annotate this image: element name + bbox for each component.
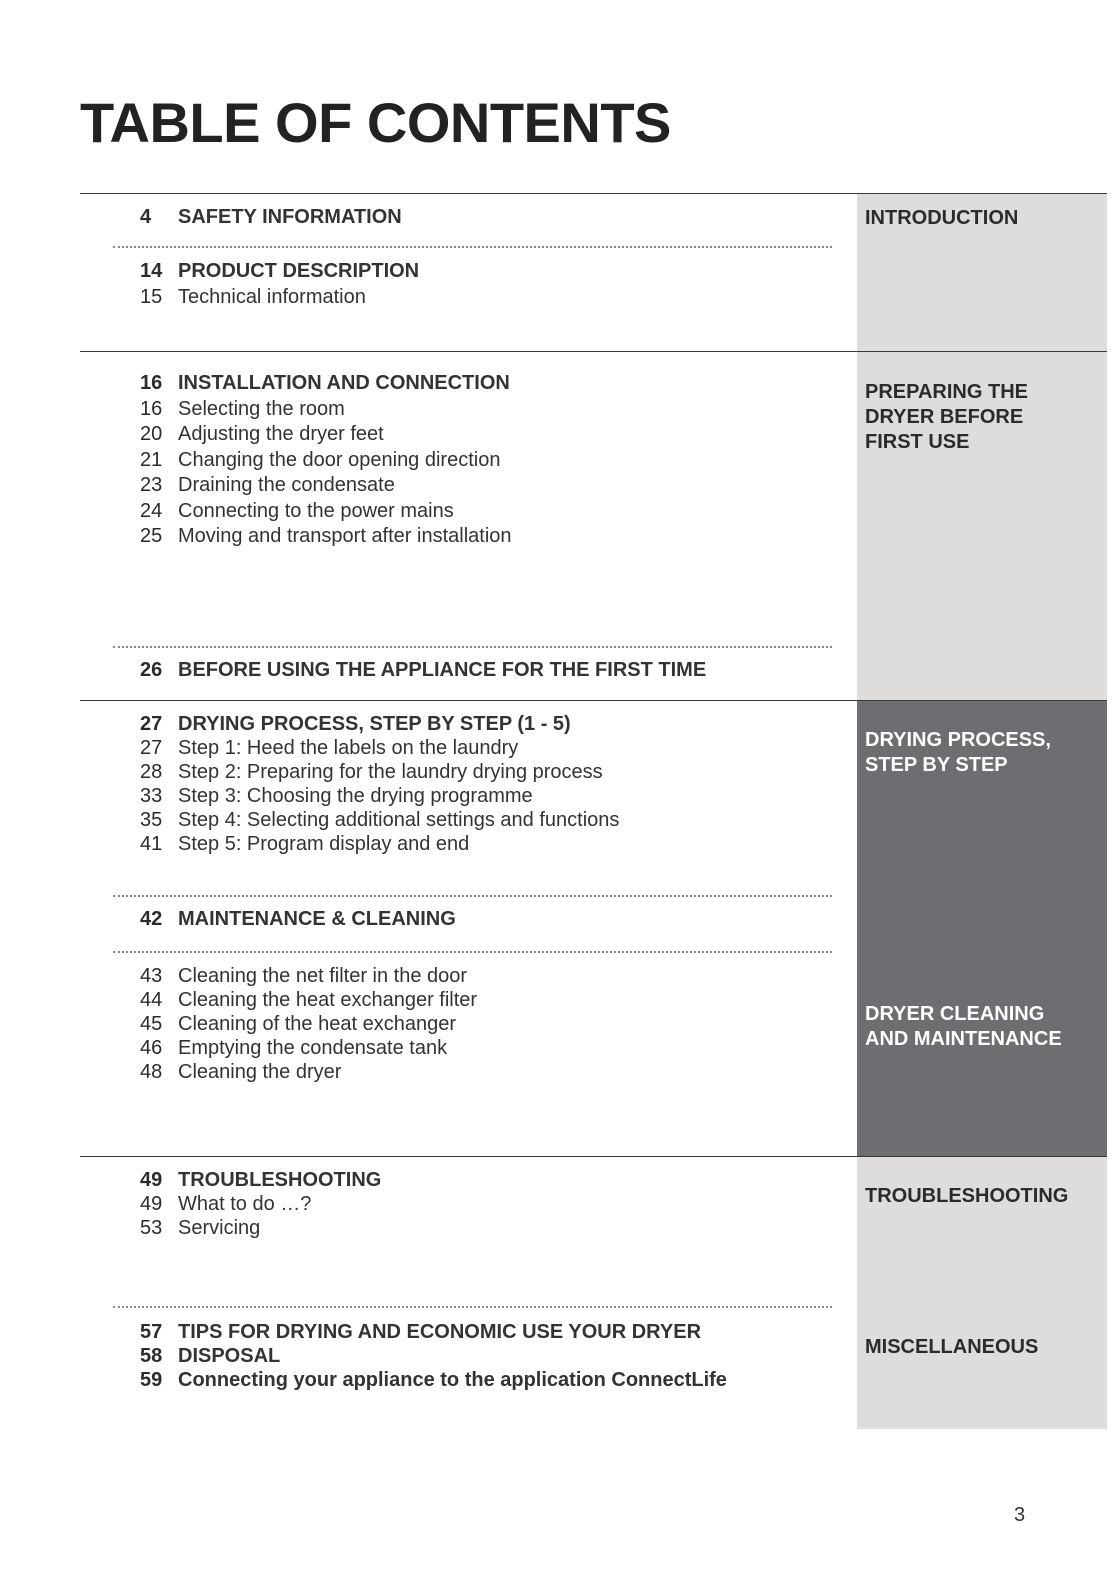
- page-title: TABLE OF CONTENTS: [80, 91, 671, 154]
- toc-entry-title: MAINTENANCE & CLEANING: [178, 908, 456, 930]
- toc-entry-title: DISPOSAL: [178, 1345, 281, 1367]
- toc-entry-title: BEFORE USING THE APPLIANCE FOR THE FIRST TIME: [178, 659, 707, 681]
- toc-entry-title: Moving and transport after installation: [178, 525, 512, 547]
- section-divider: [80, 1156, 1107, 1157]
- toc-entry-title: Changing the door opening direction: [178, 448, 501, 471]
- toc-entry-title: Servicing: [178, 1217, 261, 1239]
- dotted-separator: [113, 246, 832, 248]
- toc-entry-title: Adjusting the dryer feet: [178, 423, 384, 445]
- toc-group-product: [140, 259, 419, 310]
- toc-entry-title: Cleaning the heat exchanger filter: [178, 989, 478, 1011]
- toc-page-number: 21: [140, 448, 163, 471]
- toc-page-number: 43: [140, 965, 163, 987]
- toc-group-misc: [140, 1320, 727, 1392]
- toc-page-number: 27: [140, 737, 163, 759]
- toc-entry-title: Cleaning the net filter in the door: [178, 965, 468, 987]
- toc-entry: [140, 205, 402, 231]
- toc-entry: [140, 907, 456, 933]
- toc-entry: [140, 658, 706, 684]
- toc-entry: [140, 784, 619, 808]
- toc-entry: [140, 397, 512, 423]
- toc-entry: [140, 259, 419, 285]
- toc-page-number: 44: [140, 989, 163, 1011]
- toc-entry-title: Step 2: Preparing for the laundry drying process: [178, 761, 603, 783]
- toc-page-number: 25: [140, 525, 163, 547]
- toc-page-number: 41: [140, 833, 163, 855]
- page-number: 3: [1014, 1504, 1026, 1526]
- toc-entry: [140, 371, 512, 397]
- toc-entry: [140, 473, 512, 499]
- toc-group-cleaning: [140, 964, 477, 1084]
- toc-entry-title: Step 4: Selecting additional settings and functions: [178, 809, 620, 831]
- section-label-drying-process: DRYING PROCESS, STEP BY STEP: [865, 729, 1051, 776]
- toc-entry: [140, 422, 512, 448]
- section-divider: [80, 351, 1107, 352]
- toc-entry-title: What to do …?: [178, 1193, 312, 1215]
- section-label-dryer-cleaning: DRYER CLEANING AND MAINTENANCE: [865, 1003, 1062, 1050]
- toc-page-number: 46: [140, 1037, 163, 1059]
- toc-group-before-use: [140, 658, 706, 684]
- toc-entry-title: Step 1: Heed the labels on the laundry: [178, 737, 519, 759]
- toc-entry: [140, 760, 619, 784]
- toc-page-number: 14: [140, 260, 163, 282]
- toc-group-installation: [140, 371, 512, 550]
- toc-entry: [140, 1036, 477, 1060]
- toc-page-number: 49: [140, 1169, 163, 1191]
- toc-entry: [140, 712, 619, 736]
- toc-page-number: 4: [140, 206, 152, 228]
- toc-entry: [140, 524, 512, 550]
- toc-entry: [140, 1192, 381, 1216]
- section-divider: [80, 700, 1107, 701]
- toc-page-number: 42: [140, 908, 163, 930]
- section-label-miscellaneous: MISCELLANEOUS: [865, 1336, 1039, 1358]
- toc-page-number: 49: [140, 1193, 163, 1215]
- toc-page-number: 23: [140, 474, 163, 496]
- dotted-separator: [113, 1306, 832, 1308]
- toc-page-number: 57: [140, 1321, 163, 1343]
- toc-group-safety: [140, 205, 402, 231]
- toc-entry: [140, 808, 619, 832]
- toc-entry: [140, 1320, 727, 1344]
- toc-page-number: 24: [140, 499, 163, 522]
- section-label-preparing: PREPARING THE DRYER BEFORE FIRST USE: [865, 381, 1028, 453]
- toc-entry-title: Selecting the room: [178, 397, 345, 420]
- toc-page-number: 48: [140, 1061, 163, 1083]
- toc-group-drying: [140, 712, 619, 856]
- toc-group-troubleshooting: [140, 1168, 381, 1240]
- toc-entry-title: Cleaning the dryer: [178, 1061, 342, 1083]
- toc-entry: [140, 499, 512, 525]
- toc-entry-title: SAFETY INFORMATION: [178, 206, 402, 228]
- toc-entry-title: Connecting your appliance to the application ConnectLife: [178, 1369, 727, 1391]
- toc-page-number: 53: [140, 1217, 163, 1239]
- toc-entry: [140, 988, 477, 1012]
- dotted-separator: [113, 951, 832, 953]
- toc-entry: [140, 1012, 477, 1036]
- dotted-separator: [113, 895, 832, 897]
- toc-page-number: 20: [140, 423, 163, 445]
- dotted-separator: [113, 646, 832, 648]
- toc-entry: [140, 1216, 381, 1240]
- toc-entry-title: Technical information: [178, 285, 366, 308]
- toc-page-number: 59: [140, 1369, 163, 1391]
- toc-entry-title: TROUBLESHOOTING: [178, 1169, 382, 1191]
- toc-entry: [140, 964, 477, 988]
- toc-entry: [140, 448, 512, 474]
- toc-entry-title: Emptying the condensate tank: [178, 1037, 448, 1059]
- toc-entry: [140, 1368, 727, 1392]
- toc-entry: [140, 1060, 477, 1084]
- toc-entry-title: INSTALLATION AND CONNECTION: [178, 372, 510, 394]
- toc-entry-title: Draining the condensate: [178, 474, 395, 496]
- toc-page-number: 26: [140, 659, 163, 681]
- toc-entry: [140, 285, 419, 311]
- toc-entry-title: DRYING PROCESS, STEP BY STEP (1 - 5): [178, 713, 571, 735]
- toc-entry-title: Connecting to the power mains: [178, 499, 454, 522]
- section-divider: [80, 193, 1107, 194]
- toc-group-maintenance: [140, 907, 456, 933]
- toc-entry-title: PRODUCT DESCRIPTION: [178, 260, 420, 282]
- toc-page-number: 27: [140, 713, 163, 735]
- toc-page-number: 35: [140, 809, 163, 831]
- toc-entry: [140, 832, 619, 856]
- toc-page-number: 15: [140, 285, 163, 308]
- toc-entry-title: Step 5: Program display and end: [178, 833, 470, 855]
- toc-page-number: 33: [140, 785, 163, 807]
- toc-entry: [140, 1344, 727, 1368]
- toc-page-number: 28: [140, 761, 163, 783]
- toc-page-number: 16: [140, 372, 163, 394]
- toc-page-number: 45: [140, 1013, 163, 1035]
- toc-entry: [140, 736, 619, 760]
- toc-page-number: 16: [140, 397, 163, 420]
- toc-entry-title: Step 3: Choosing the drying programme: [178, 785, 533, 807]
- toc-entry: [140, 1168, 381, 1192]
- toc-entry-title: Cleaning of the heat exchanger: [178, 1013, 456, 1035]
- section-label-troubleshooting: TROUBLESHOOTING: [865, 1185, 1069, 1207]
- toc-page-number: 58: [140, 1345, 163, 1367]
- toc-entry-title: TIPS FOR DRYING AND ECONOMIC USE YOUR DRYER: [178, 1321, 702, 1343]
- section-label-introduction: INTRODUCTION: [865, 207, 1019, 229]
